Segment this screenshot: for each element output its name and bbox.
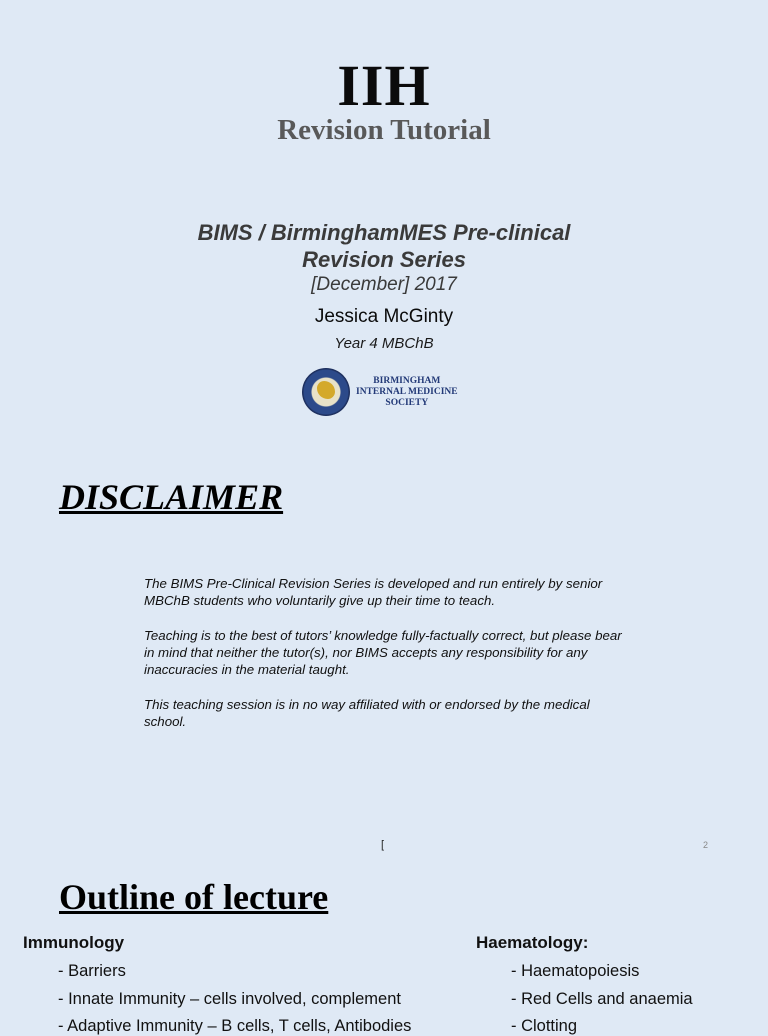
- disclaimer-paragraph: The BIMS Pre-Clinical Revision Series is developed and run entirely by senior MBChB students who voluntarily give up their time to teach.: [144, 576, 603, 608]
- page-number: 2: [703, 840, 709, 850]
- logo-text-line3: SOCIETY: [385, 397, 429, 408]
- disclaimer-paragraph: This teaching session is in no way affiliated with or endorsed by the medical school.: [144, 697, 590, 729]
- haematology-item: - Haematopoiesis: [511, 962, 640, 980]
- series-title-line2: Revision Series: [302, 247, 466, 272]
- society-seal-icon: [302, 368, 350, 416]
- immunology-item: - Barriers: [58, 962, 126, 980]
- haematology-heading: Haematology:: [476, 933, 589, 952]
- logo-text-line2: INTERNAL MEDICINE: [356, 386, 458, 397]
- author-year: Year 4 MBChB: [334, 335, 434, 352]
- footer-mark: [: [381, 839, 385, 851]
- series-date: [December] 2017: [311, 274, 457, 295]
- immunology-item: - Adaptive Immunity – B cells, T cells, Antibodies: [58, 1017, 412, 1035]
- society-logo: [302, 366, 462, 418]
- disclaimer-heading: DISCLAIMER: [59, 477, 284, 517]
- immunology-heading: Immunology: [23, 933, 125, 952]
- author-name: Jessica McGinty: [314, 306, 454, 327]
- outline-heading: Outline of lecture: [59, 877, 329, 917]
- immunology-item: - Innate Immunity – cells involved, complement: [58, 990, 401, 1008]
- haematology-item: - Red Cells and anaemia: [511, 990, 693, 1008]
- presentation-subtitle: Revision Tutorial: [277, 114, 491, 146]
- presentation-title: IIH: [337, 53, 431, 118]
- society-logo-text: [356, 376, 458, 409]
- haematology-item: - Clotting: [511, 1017, 578, 1035]
- series-title-line1: BIMS / BirminghamMES Pre-clinical: [197, 220, 571, 245]
- logo-text-line1: BIRMINGHAM: [373, 375, 441, 386]
- disclaimer-paragraph: Teaching is to the best of tutors’ knowledge fully-factually correct, but please bear in mind that neither the tutor(s), nor BIMS accepts any responsibility for any inaccuracies in the material taught.: [144, 628, 622, 677]
